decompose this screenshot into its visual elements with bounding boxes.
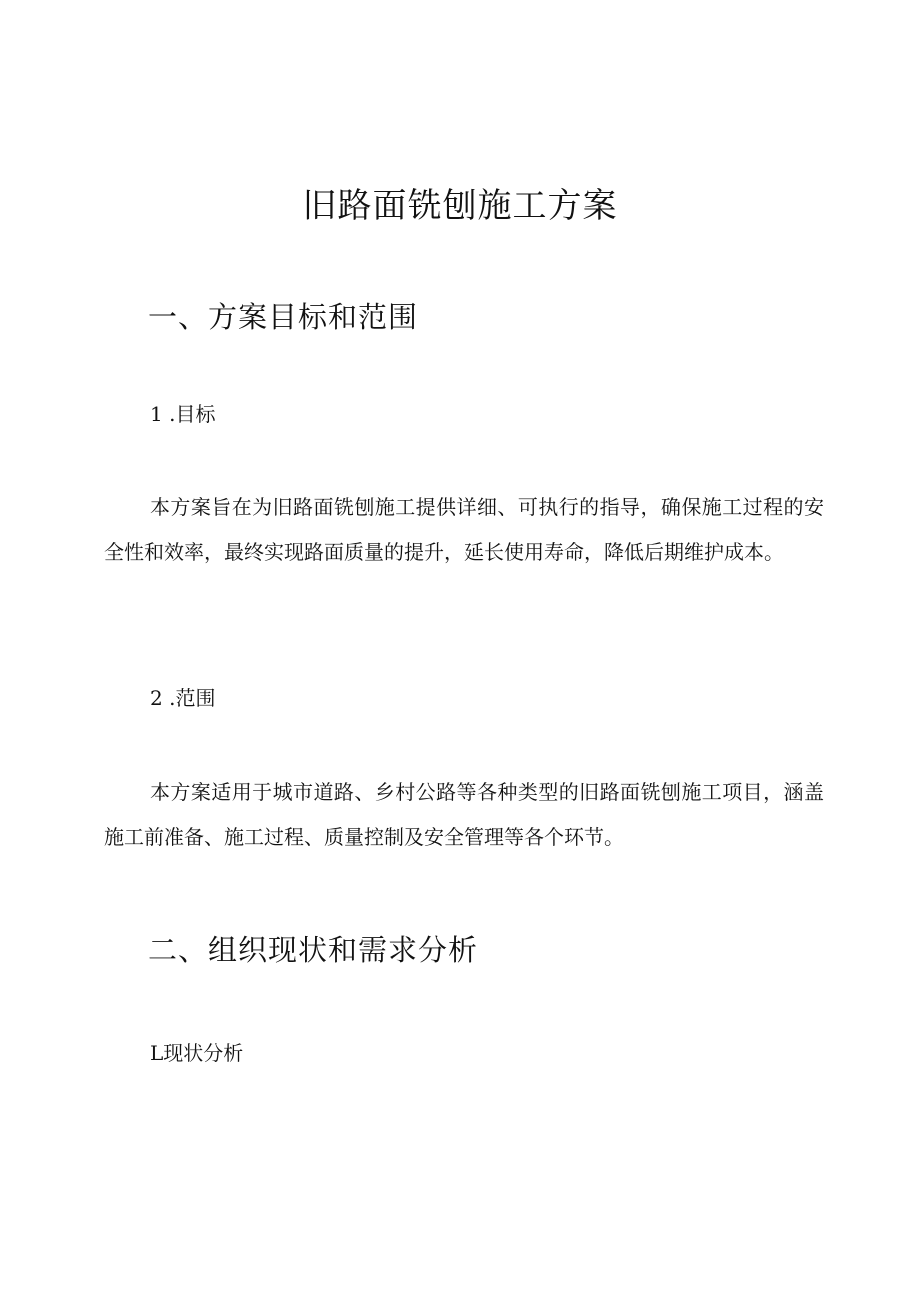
subheading-status-analysis: L现状分析	[150, 1041, 244, 1065]
section-heading-status-needs: 二、组织现状和需求分析	[148, 933, 479, 967]
section-heading-goals-scope: 一、方案目标和范围	[148, 300, 419, 334]
subheading-goal: 1 .目标	[150, 402, 216, 426]
document-title: 旧路面铣刨施工方案	[302, 186, 618, 226]
paragraph-scope: 本方案适用于城市道路、乡村公路等各种类型的旧路面铣刨施工项目，涵盖施工前准备、施工过程、质量控制及安全管理等各个环节。	[104, 780, 824, 849]
paragraph-goal: 本方案旨在为旧路面铣刨施工提供详细、可执行的指导，确保施工过程的安全性和效率，最终实现路面质量的提升，延长使用寿命，降低后期维护成本。	[104, 495, 824, 564]
subheading-scope: 2 .范围	[150, 686, 216, 710]
